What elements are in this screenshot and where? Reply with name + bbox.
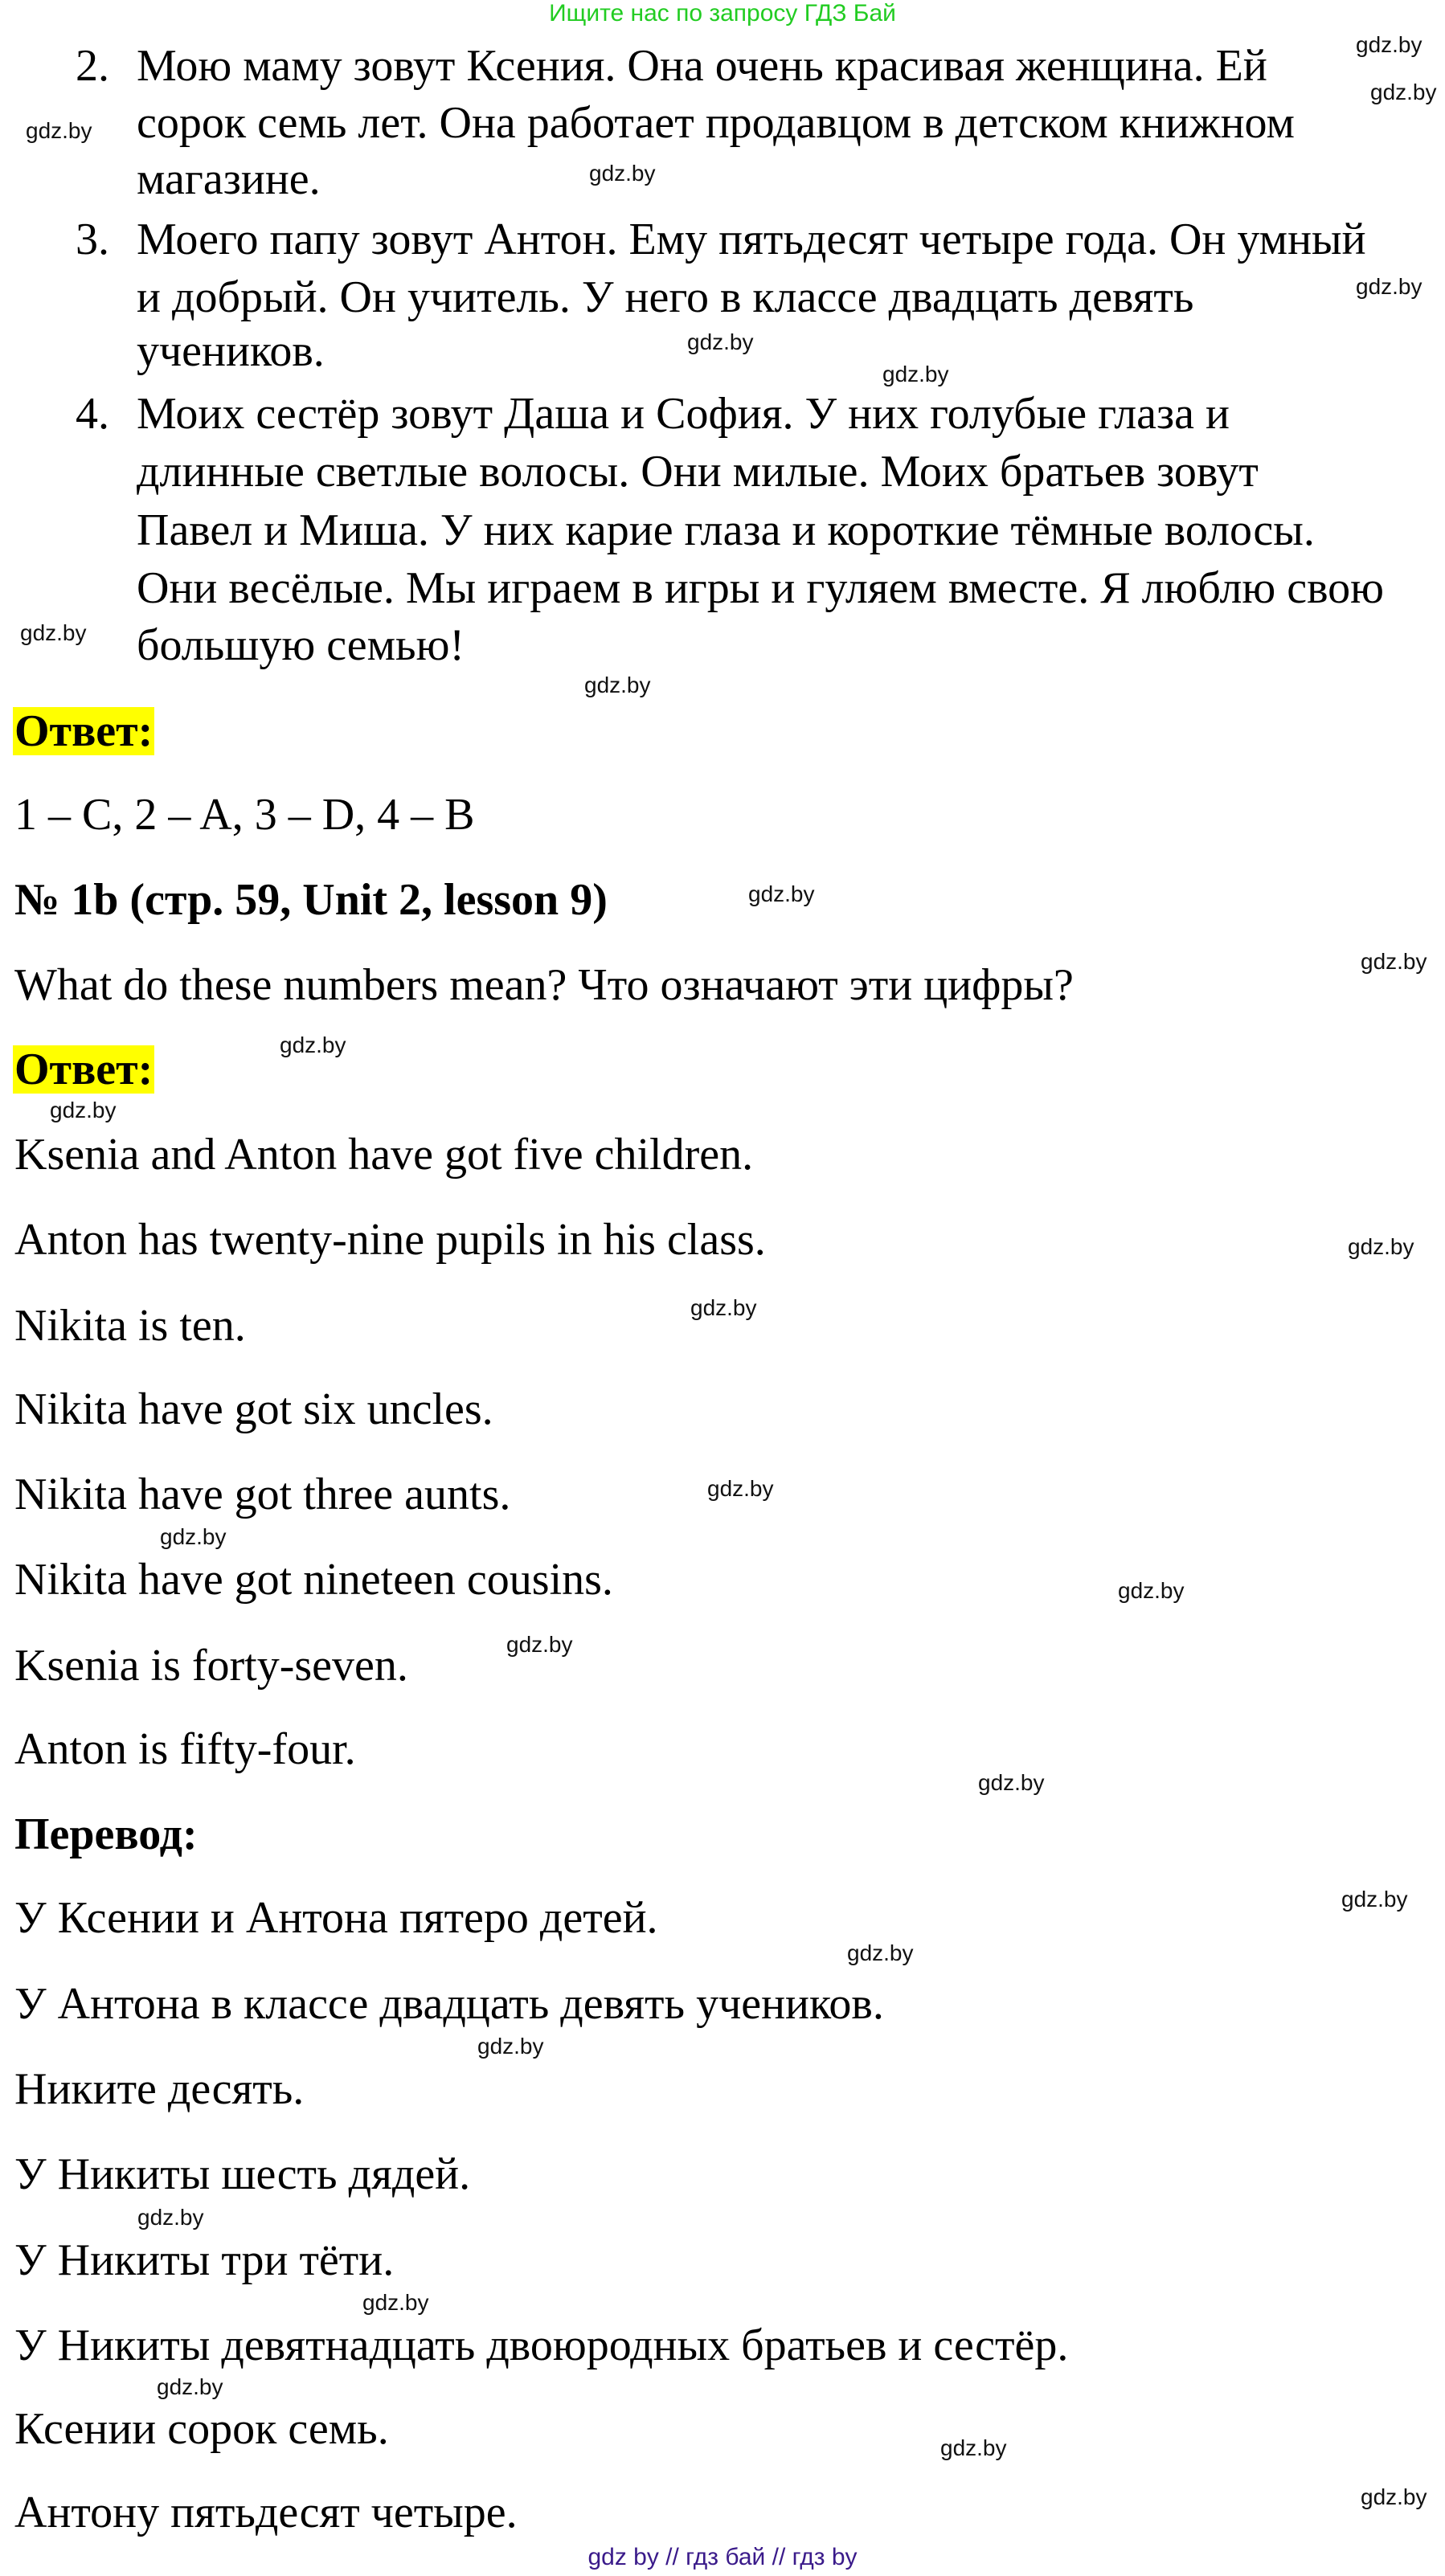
watermark: gdz.by xyxy=(362,2290,429,2315)
answer-line: Nikita is ten. xyxy=(14,1301,246,1351)
list-item-text: Они весёлые. Мы играем в игры и гуляем вместе. Я люблю свою xyxy=(137,563,1384,613)
watermark: gdz.by xyxy=(50,1098,117,1122)
watermark: gdz.by xyxy=(589,161,656,186)
task-question: What do these numbers mean? Что означают эти цифры? xyxy=(14,960,1074,1010)
task-title: № 1b (стр. 59, Unit 2, lesson 9) xyxy=(14,875,608,925)
list-number: 4. xyxy=(76,389,109,439)
list-item-text: длинные светлые волосы. Они милые. Моих братьев зовут xyxy=(137,447,1259,497)
translation-line: Антону пятьдесят четыре. xyxy=(14,2488,518,2537)
watermark: gdz.by xyxy=(1118,1578,1185,1603)
search-hint-banner[interactable]: Ищите нас по запросу ГДЗ Бай xyxy=(549,0,896,27)
watermark: gdz.by xyxy=(20,620,87,645)
answer-line: Anton has twenty-nine pupils in his class. xyxy=(14,1215,766,1265)
translation-line: У Никиты девятнадцать двоюродных братьев и сестёр. xyxy=(14,2320,1069,2370)
watermark: gdz.by xyxy=(506,1632,573,1657)
answer-label: Ответ: xyxy=(14,706,154,756)
watermark: gdz.by xyxy=(157,2374,223,2399)
watermark: gdz.by xyxy=(1361,949,1427,974)
watermark: gdz.by xyxy=(280,1032,346,1057)
answer-line: Nikita have got nineteen cousins. xyxy=(14,1555,613,1605)
list-item-text: сорок семь лет. Она работает продавцом в детском книжном xyxy=(137,98,1295,148)
watermark: gdz.by xyxy=(137,2205,204,2230)
watermark: gdz.by xyxy=(1370,80,1437,104)
watermark: gdz.by xyxy=(1356,32,1422,57)
list-item-text: и добрый. Он учитель. У него в классе двадцать девять xyxy=(137,272,1194,322)
watermark: gdz.by xyxy=(687,329,754,354)
answer-line: Nikita have got six uncles. xyxy=(14,1384,493,1434)
list-item-text: Мою маму зовут Ксения. Она очень красивая женщина. Ей xyxy=(137,41,1267,91)
answer-label: Ответ: xyxy=(14,1045,154,1094)
answer-line: Anton is fifty-four. xyxy=(14,1724,356,1774)
watermark: gdz.by xyxy=(1361,2484,1427,2509)
watermark: gdz.by xyxy=(1348,1234,1414,1259)
translation-line: Ксении сорок семь. xyxy=(14,2404,389,2454)
answer-line: Nikita have got three aunts. xyxy=(14,1470,511,1519)
watermark: gdz.by xyxy=(584,673,651,697)
watermark: gdz.by xyxy=(26,118,92,143)
list-number: 3. xyxy=(76,215,109,264)
list-item-text: магазине. xyxy=(137,154,321,204)
translation-line: У Антона в классе двадцать девять учеников. xyxy=(14,1979,884,2029)
watermark: gdz.by xyxy=(707,1476,774,1501)
watermark: gdz.by xyxy=(477,2034,544,2059)
watermark: gdz.by xyxy=(690,1295,757,1320)
list-item-text: Павел и Миша. У них карие глаза и короткие тёмные волосы. xyxy=(137,505,1315,555)
answer-line: Ksenia is forty-seven. xyxy=(14,1641,408,1691)
list-number: 2. xyxy=(76,41,109,91)
answer-text: 1 – C, 2 – A, 3 – D, 4 – B xyxy=(14,790,475,840)
watermark: gdz.by xyxy=(1341,1887,1408,1912)
watermark: gdz.by xyxy=(1356,274,1422,299)
list-item-text: учеников. xyxy=(137,326,325,376)
translation-line: У Никиты три тёти. xyxy=(14,2235,395,2285)
list-item-text: большую семью! xyxy=(137,620,465,670)
list-item-text: Моего папу зовут Антон. Ему пятьдесят четыре года. Он умный xyxy=(137,215,1366,264)
translation-line: У Ксении и Антона пятеро детей. xyxy=(14,1893,658,1943)
watermark: gdz.by xyxy=(882,362,949,386)
translation-line: Никите десять. xyxy=(14,2064,305,2114)
watermark: gdz.by xyxy=(978,1770,1045,1795)
footer-links[interactable]: gdz by // гдз бай // гдз by xyxy=(587,2544,858,2570)
watermark: gdz.by xyxy=(940,2435,1007,2460)
translation-line: У Никиты шесть дядей. xyxy=(14,2149,471,2199)
translation-label: Перевод: xyxy=(14,1809,198,1859)
answer-line: Ksenia and Anton have got five children. xyxy=(14,1130,754,1180)
list-item-text: Моих сестёр зовут Даша и София. У них голубые глаза и xyxy=(137,389,1230,439)
watermark: gdz.by xyxy=(847,1940,914,1965)
watermark: gdz.by xyxy=(748,881,815,906)
watermark: gdz.by xyxy=(160,1524,227,1549)
